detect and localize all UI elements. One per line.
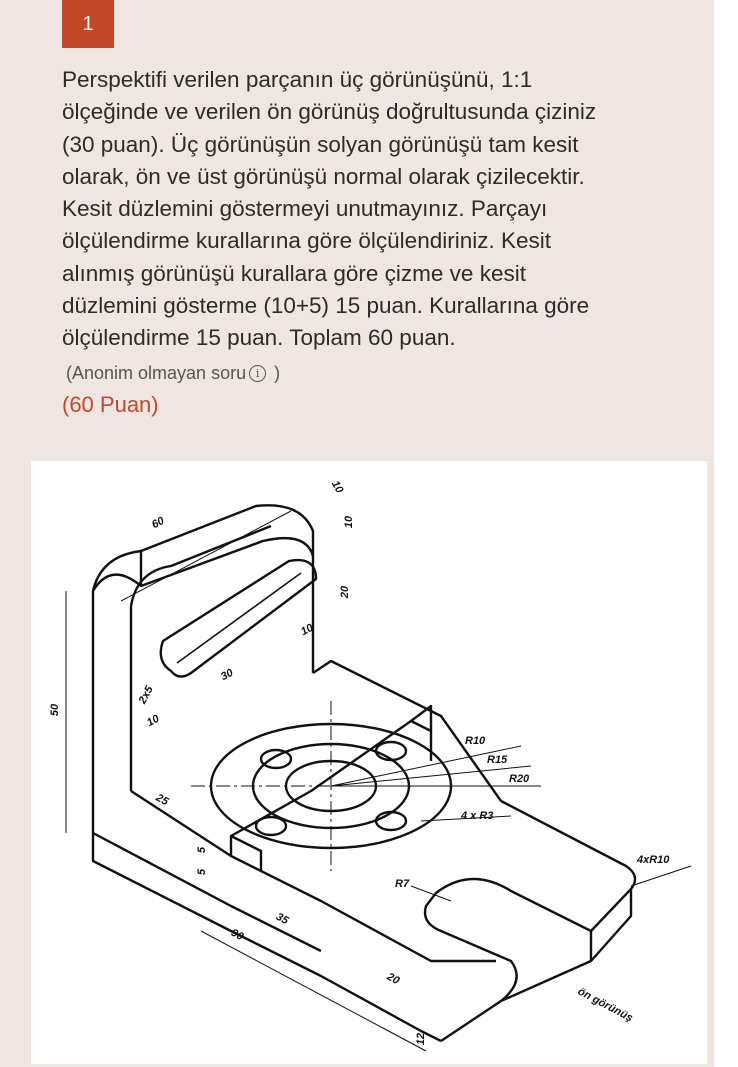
radius-r20: R20 [509,773,530,785]
question-line: Perspektifi verilen parçanın üç görünüşünü, 1:1 [62,67,533,92]
dim-20b: 20 [384,970,402,988]
question-line: ölçülendirme kurallarına göre ölçülendiriniz. Kesit [62,228,551,254]
dim-10a: 10 [328,478,346,496]
info-icon[interactable]: i [249,365,266,382]
anonymity-note [66,363,280,384]
slot-inner [177,573,301,663]
base-right-front [501,889,631,1001]
vertical-plate-back [93,538,313,591]
dim-90: 90 [228,926,246,944]
bolt-hole-2 [376,742,406,760]
question-line: alınmış görünüşü kurallara göre çizme ve kesit [62,260,526,286]
question-line: düzlemini gösterme (10+5) 15 puan. Kurallarına göre [62,293,590,319]
dim-35: 35 [273,910,291,928]
radius-4xr10: 4xR10 [637,854,670,866]
dim-90-line [201,931,426,1051]
vertical-plate-front [131,526,271,791]
dim-10c: 10 [298,621,316,639]
bolt-hole-3 [256,817,286,835]
dim-10d: 10 [144,712,162,730]
question-number-badge: 1 [62,0,114,48]
question-line: Kesit düzlemini göstermeyi unutmayınız. Parçayı [62,196,548,222]
bolt-hole-1 [261,750,291,768]
technical-drawing [31,461,707,1064]
radius-r7: R7 [395,878,410,890]
dim-5a: 5 [196,846,209,854]
dim-10b: 10 [343,515,356,529]
radius-leaders [331,746,691,901]
view-direction-label: ön görünüş [575,985,635,1025]
dim-50: 50 [49,703,62,717]
question-points: (60 Puan) [62,392,159,417]
radius-r15: R15 [487,754,508,766]
dim-20: 20 [339,585,352,599]
anonymity-note-text: (Anonim olmayan soru [66,363,247,383]
bolt-hole-4 [376,812,406,830]
question-line: (30 puan). Üç görünüşün solyan görünüşü tam kesit [62,131,579,157]
anonymity-note-close: ) [274,363,281,383]
dim-2x5: 2x5 [136,684,156,706]
dim-25: 25 [153,791,171,809]
question-line: olarak, ön ve üst görünüşü normal olarak çizilecektir. [62,163,585,189]
dim-30: 30 [218,666,236,684]
question-line: ölçülendirme 15 puan. Toplam 60 puan. [62,325,456,351]
radius-r10: R10 [465,735,486,747]
dim-5b: 5 [196,868,209,876]
isometric-part-drawing [31,461,707,1064]
base-top-edge [131,791,496,961]
base-back-edge [313,661,501,801]
question-text [62,64,702,355]
radius-4xr3: 4 x R3 [461,810,494,822]
question-line: ölçeğinde ve verilen ön görünüş doğrultusunda çiziniz [62,99,597,125]
dim-12: 12 [415,1032,428,1046]
dim-60: 60 [149,514,167,532]
base-bottom-right [425,893,517,1041]
